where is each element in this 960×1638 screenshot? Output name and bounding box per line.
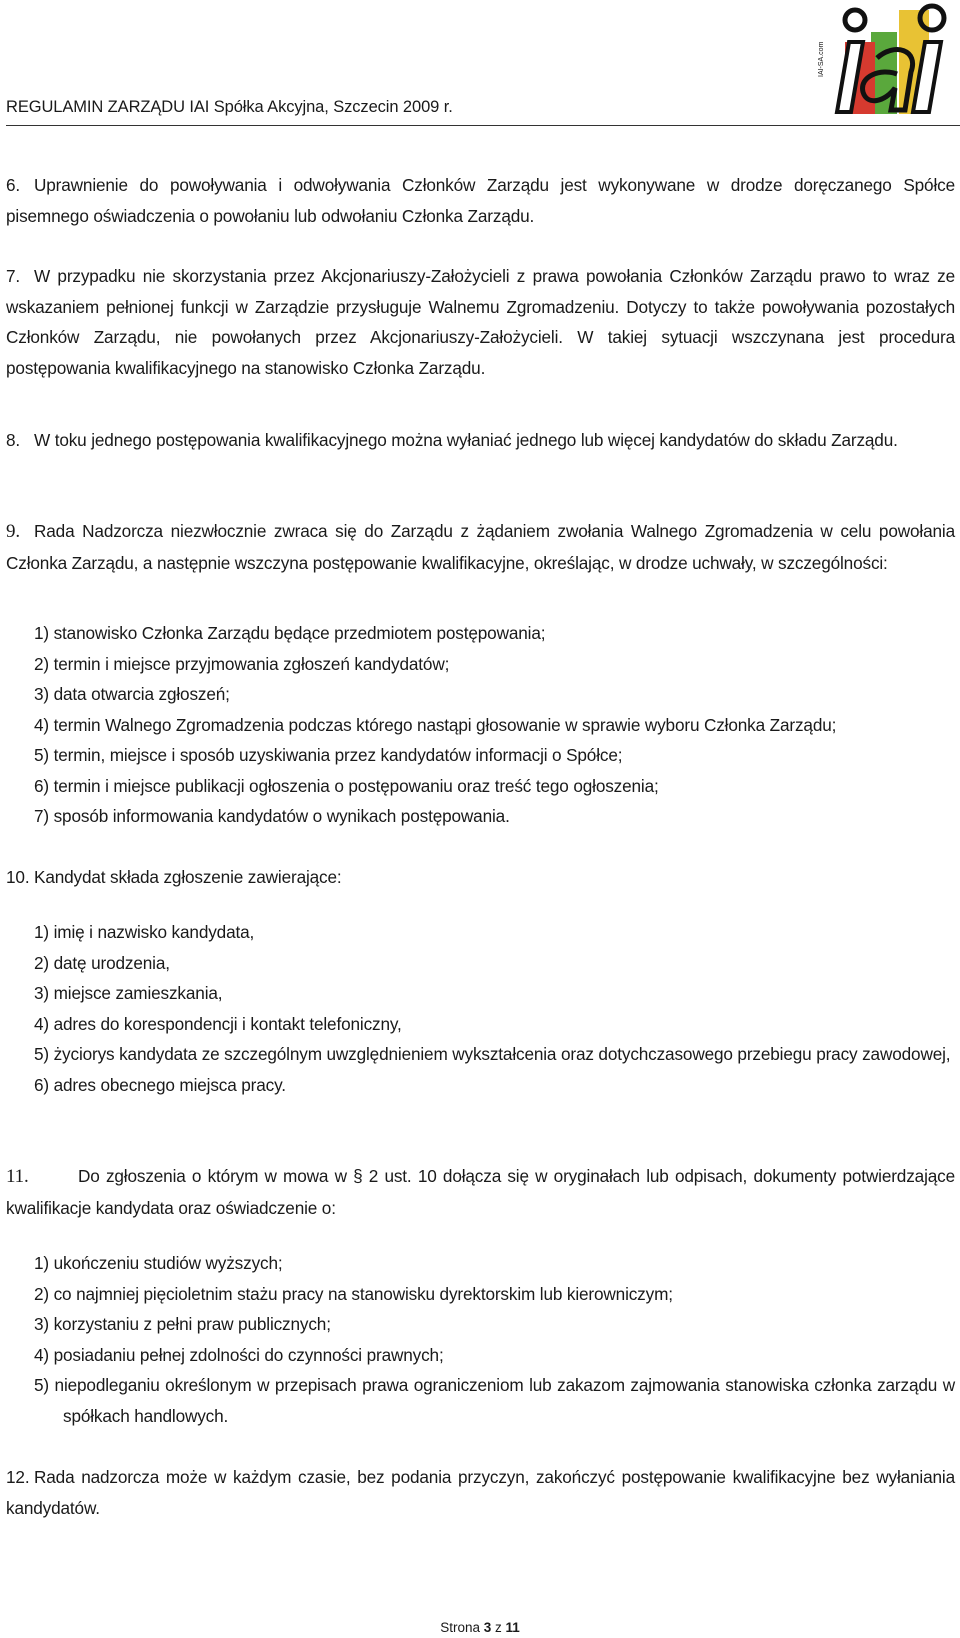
paragraph-8 bbox=[6, 425, 955, 456]
paragraph-text: Kandydat składa zgłoszenie zawierające: bbox=[34, 867, 342, 887]
paragraph-text: W toku jednego postępowania kwalifikacyjnego można wyłaniać jednego lub więcej kandydatów do składu Zarządu. bbox=[34, 430, 898, 450]
list-item: 4) termin Walnego Zgromadzenia podczas którego nastąpi głosowanie w sprawie wyboru Członka Zarządu; bbox=[34, 714, 837, 735]
iai-logo bbox=[815, 2, 955, 120]
document-header-title: REGULAMIN ZARZĄDU IAI Spółka Akcyjna, Szczecin 2009 r. bbox=[6, 98, 453, 116]
paragraph-11-list bbox=[34, 1248, 955, 1431]
paragraph-text: Rada Nadzorcza niezwłocznie zwraca się do Zarządu z żądaniem zwołania Walnego Zgromadzenia w celu powołania Członka Zarządu, a następnie wszczyna postępowanie kwalifikacyjne, określając, w drodze uchwały, w szczególności: bbox=[6, 521, 955, 573]
list-item: 6) termin i miejsce publikacji ogłoszenia o postępowaniu oraz treść tego ogłoszenia; bbox=[34, 775, 659, 796]
list-item: 1) stanowisko Członka Zarządu będące przedmiotem postępowania; bbox=[34, 623, 546, 643]
paragraph-number: 8. bbox=[6, 430, 21, 450]
paragraph-9 bbox=[6, 516, 955, 578]
list-item: 5) termin, miejsce i sposób uzyskiwania przez kandydatów informacji o Spółce; bbox=[34, 745, 623, 765]
paragraph-text: Do zgłoszenia o którym w mowa w § 2 ust. 10 dołącza się w oryginałach lub odpisach, dokumenty potwierdzające kwalifikacje kandydata oraz oświadczenie o: bbox=[6, 1166, 955, 1218]
paragraph-6 bbox=[6, 170, 955, 231]
paragraph-number: 10. bbox=[6, 867, 30, 887]
footer-separator: z bbox=[495, 1620, 502, 1635]
list-item: 3) data otwarcia zgłoszeń; bbox=[34, 684, 230, 704]
list-item: 2) termin i miejsce przyjmowania zgłoszeń kandydatów; bbox=[34, 653, 450, 674]
list-item: 3) miejsce zamieszkania, bbox=[34, 983, 223, 1003]
list-item: 2) co najmniej pięcioletnim stażu pracy na stanowisku dyrektorskim lub kierowniczym; bbox=[34, 1283, 673, 1304]
header-divider bbox=[6, 125, 960, 126]
footer-page-number: 3 bbox=[483, 1620, 492, 1635]
list-item: 1) ukończeniu studiów wyższych; bbox=[34, 1253, 283, 1273]
paragraph-number: 12. bbox=[6, 1467, 30, 1487]
list-item: 1) imię i nazwisko kandydata, bbox=[34, 922, 255, 942]
paragraph-number: 7. bbox=[6, 266, 21, 286]
paragraph-7 bbox=[6, 261, 955, 383]
logo-small-text: IAI-SA.com bbox=[818, 41, 825, 77]
paragraph-12 bbox=[6, 1462, 955, 1523]
list-item: 7) sposób informowania kandydatów o wynikach postępowania. bbox=[34, 806, 510, 826]
page-footer bbox=[0, 1620, 960, 1635]
paragraph-number: 6. bbox=[6, 175, 21, 195]
paragraph-text: W przypadku nie skorzystania przez Akcjonariuszy-Założycieli z prawa powołania Członków Zarządu prawo to wraz ze wskazaniem pełnionej funkcji w Zarządzie przysługuje Walnemu Zgromadzeniu. Dotyczy to także powoływania pozostałych Członków Zarządu, nie powołanych przez Akcjonariuszy-Założycieli. W takiej sytuacji wszczynana jest procedura postępowania kwalifikacyjnego na stanowisko Członka Zarządu. bbox=[6, 266, 955, 378]
list-item: 5) życiorys kandydata ze szczególnym uwzględnieniem wykształcenia oraz dotychczasowego przebiegu pracy zawodowej, bbox=[34, 1044, 951, 1064]
paragraph-number: 9. bbox=[6, 521, 20, 542]
list-item: 2) datę urodzenia, bbox=[34, 952, 170, 973]
paragraph-11 bbox=[6, 1161, 955, 1223]
paragraph-10 bbox=[6, 862, 955, 893]
list-item: 4) posiadaniu pełnej zdolności do czynności prawnych; bbox=[34, 1344, 444, 1365]
paragraph-9-list bbox=[34, 618, 955, 832]
list-item: 3) korzystaniu z pełni praw publicznych; bbox=[34, 1314, 331, 1334]
list-item: 6) adres obecnego miejsca pracy. bbox=[34, 1074, 286, 1095]
paragraph-text: Uprawnienie do powoływania i odwoływania Członków Zarządu jest wykonywane w drodze doręczanego Spółce pisemnego oświadczenia o powołaniu lub odwołaniu Członka Zarządu. bbox=[6, 175, 955, 226]
footer-prefix: Strona bbox=[440, 1620, 480, 1635]
list-item: 4) adres do korespondencji i kontakt telefoniczny, bbox=[34, 1013, 402, 1034]
paragraph-10-list bbox=[34, 917, 955, 1100]
paragraph-number: 11. bbox=[6, 1166, 29, 1187]
footer-total-pages: 11 bbox=[505, 1620, 520, 1635]
paragraph-text: Rada nadzorcza może w każdym czasie, bez podania przyczyn, zakończyć postępowanie kwalifikacyjne bez wyłaniania kandydatów. bbox=[6, 1467, 955, 1518]
list-item: 5) niepodleganiu określonym w przepisach prawa ograniczeniom lub zakazom zajmowania stanowiska członka zarządu w spółkach handlowych. bbox=[34, 1375, 955, 1426]
